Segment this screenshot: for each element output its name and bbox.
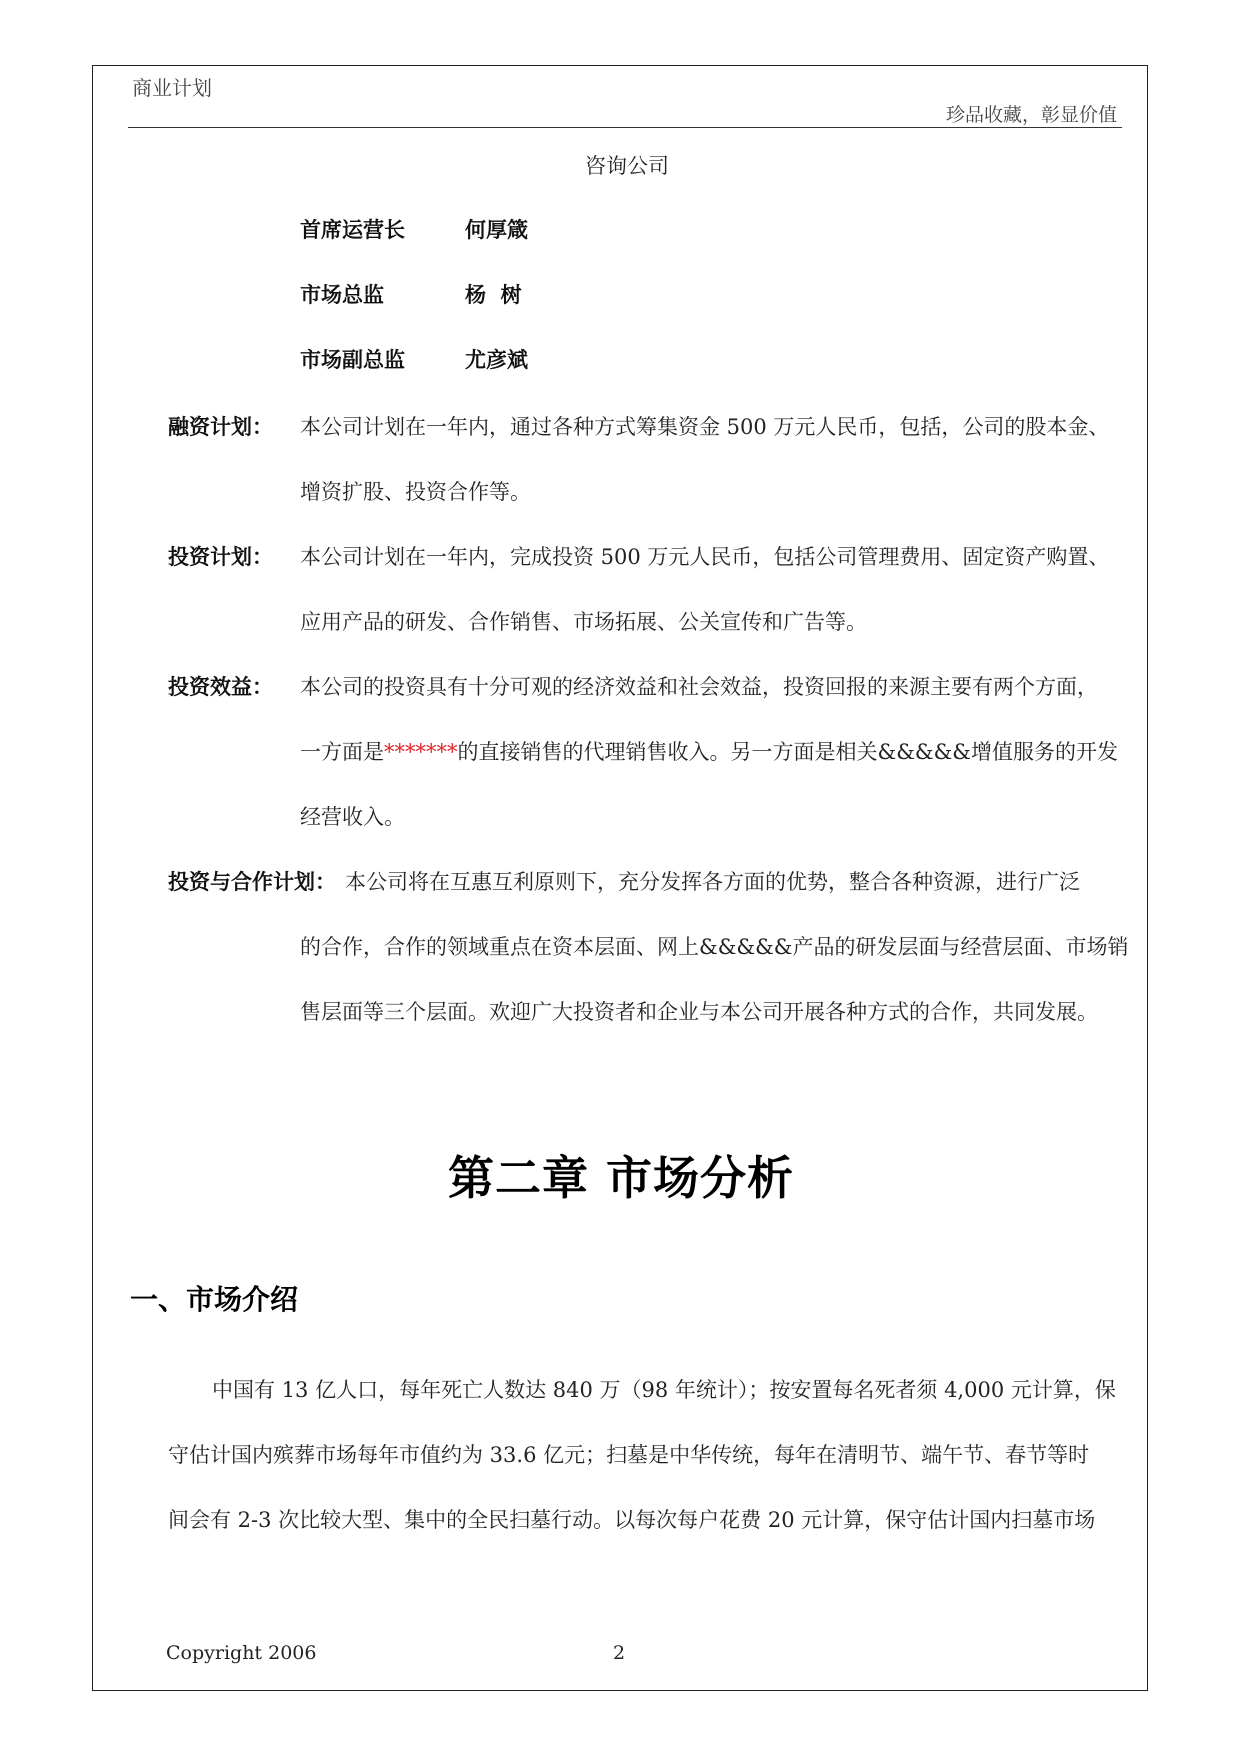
returns-label: 投资效益： <box>168 674 273 699</box>
masked-product-name: ******* <box>384 740 458 764</box>
cooperation-line-1: 本公司将在互惠互利原则下，充分发挥各方面的优势，整合各种资源，进行广泛 <box>345 870 1080 894</box>
footer-copyright: Copyright 2006 <box>166 1642 317 1664</box>
cooperation-line-2: 的合作，合作的领域重点在资本层面、网上&&&&&产品的研发层面与经营层面、市场销 <box>300 935 1129 959</box>
cooperation-line-3: 售层面等三个层面。欢迎广大投资者和企业与本公司开展各种方式的合作，共同发展。 <box>300 1000 1098 1024</box>
section-title: 一、市场介绍 <box>130 1283 299 1316</box>
returns-line-2-pre: 一方面是 <box>300 740 384 764</box>
staff-role-2: 市场副总监 <box>300 347 405 372</box>
staff-name-1: 杨 树 <box>465 282 522 307</box>
staff-name-2: 尤彦斌 <box>465 347 528 372</box>
returns-line-2 <box>300 736 1118 766</box>
returns-line-3: 经营收入。 <box>300 805 405 829</box>
financing-label: 融资计划： <box>168 414 273 439</box>
investment-line-2: 应用产品的研发、合作销售、市场拓展、公关宣传和广告等。 <box>300 610 867 634</box>
returns-line-1: 本公司的投资具有十分可观的经济效益和社会效益，投资回报的来源主要有两个方面， <box>300 675 1098 699</box>
header-right-slogan: 珍品收藏，彰显价值 <box>946 104 1118 126</box>
company-name: 咨询公司 <box>585 154 669 178</box>
returns-line-2-post: 的直接销售的代理销售收入。另一方面是相关&&&&&增值服务的开发 <box>457 740 1118 764</box>
financing-line-1: 本公司计划在一年内，通过各种方式筹集资金 500 万元人民币，包括，公司的股本金、 <box>300 415 1110 439</box>
investment-line-1: 本公司计划在一年内，完成投资 500 万元人民币，包括公司管理费用、固定资产购置、 <box>300 545 1110 569</box>
staff-role-1: 市场总监 <box>300 282 384 307</box>
chapter-title: 第二章 市场分析 <box>448 1151 795 1205</box>
staff-name-0: 何厚箴 <box>465 217 528 242</box>
investment-label: 投资计划： <box>168 544 273 569</box>
header-left-title: 商业计划 <box>132 76 212 100</box>
financing-line-2: 增资扩股、投资合作等。 <box>300 480 531 504</box>
market-intro-line-1: 中国有 13 亿人口，每年死亡人数达 840 万（98 年统计）；按安置每名死者须 4,000 元计算，保 <box>212 1378 1116 1402</box>
cooperation-label: 投资与合作计划： <box>168 869 336 894</box>
footer-page-number: 2 <box>613 1642 626 1664</box>
header-divider <box>128 127 1122 128</box>
market-intro-line-2: 守估计国内殡葬市场每年市值约为 33.6 亿元；扫墓是中华传统，每年在清明节、端午节、春节等时 <box>168 1443 1090 1467</box>
market-intro-line-3: 间会有 2-3 次比较大型、集中的全民扫墓行动。以每次每户花费 20 元计算，保守估计国内扫墓市场 <box>168 1508 1096 1532</box>
staff-role-0: 首席运营长 <box>300 217 405 242</box>
